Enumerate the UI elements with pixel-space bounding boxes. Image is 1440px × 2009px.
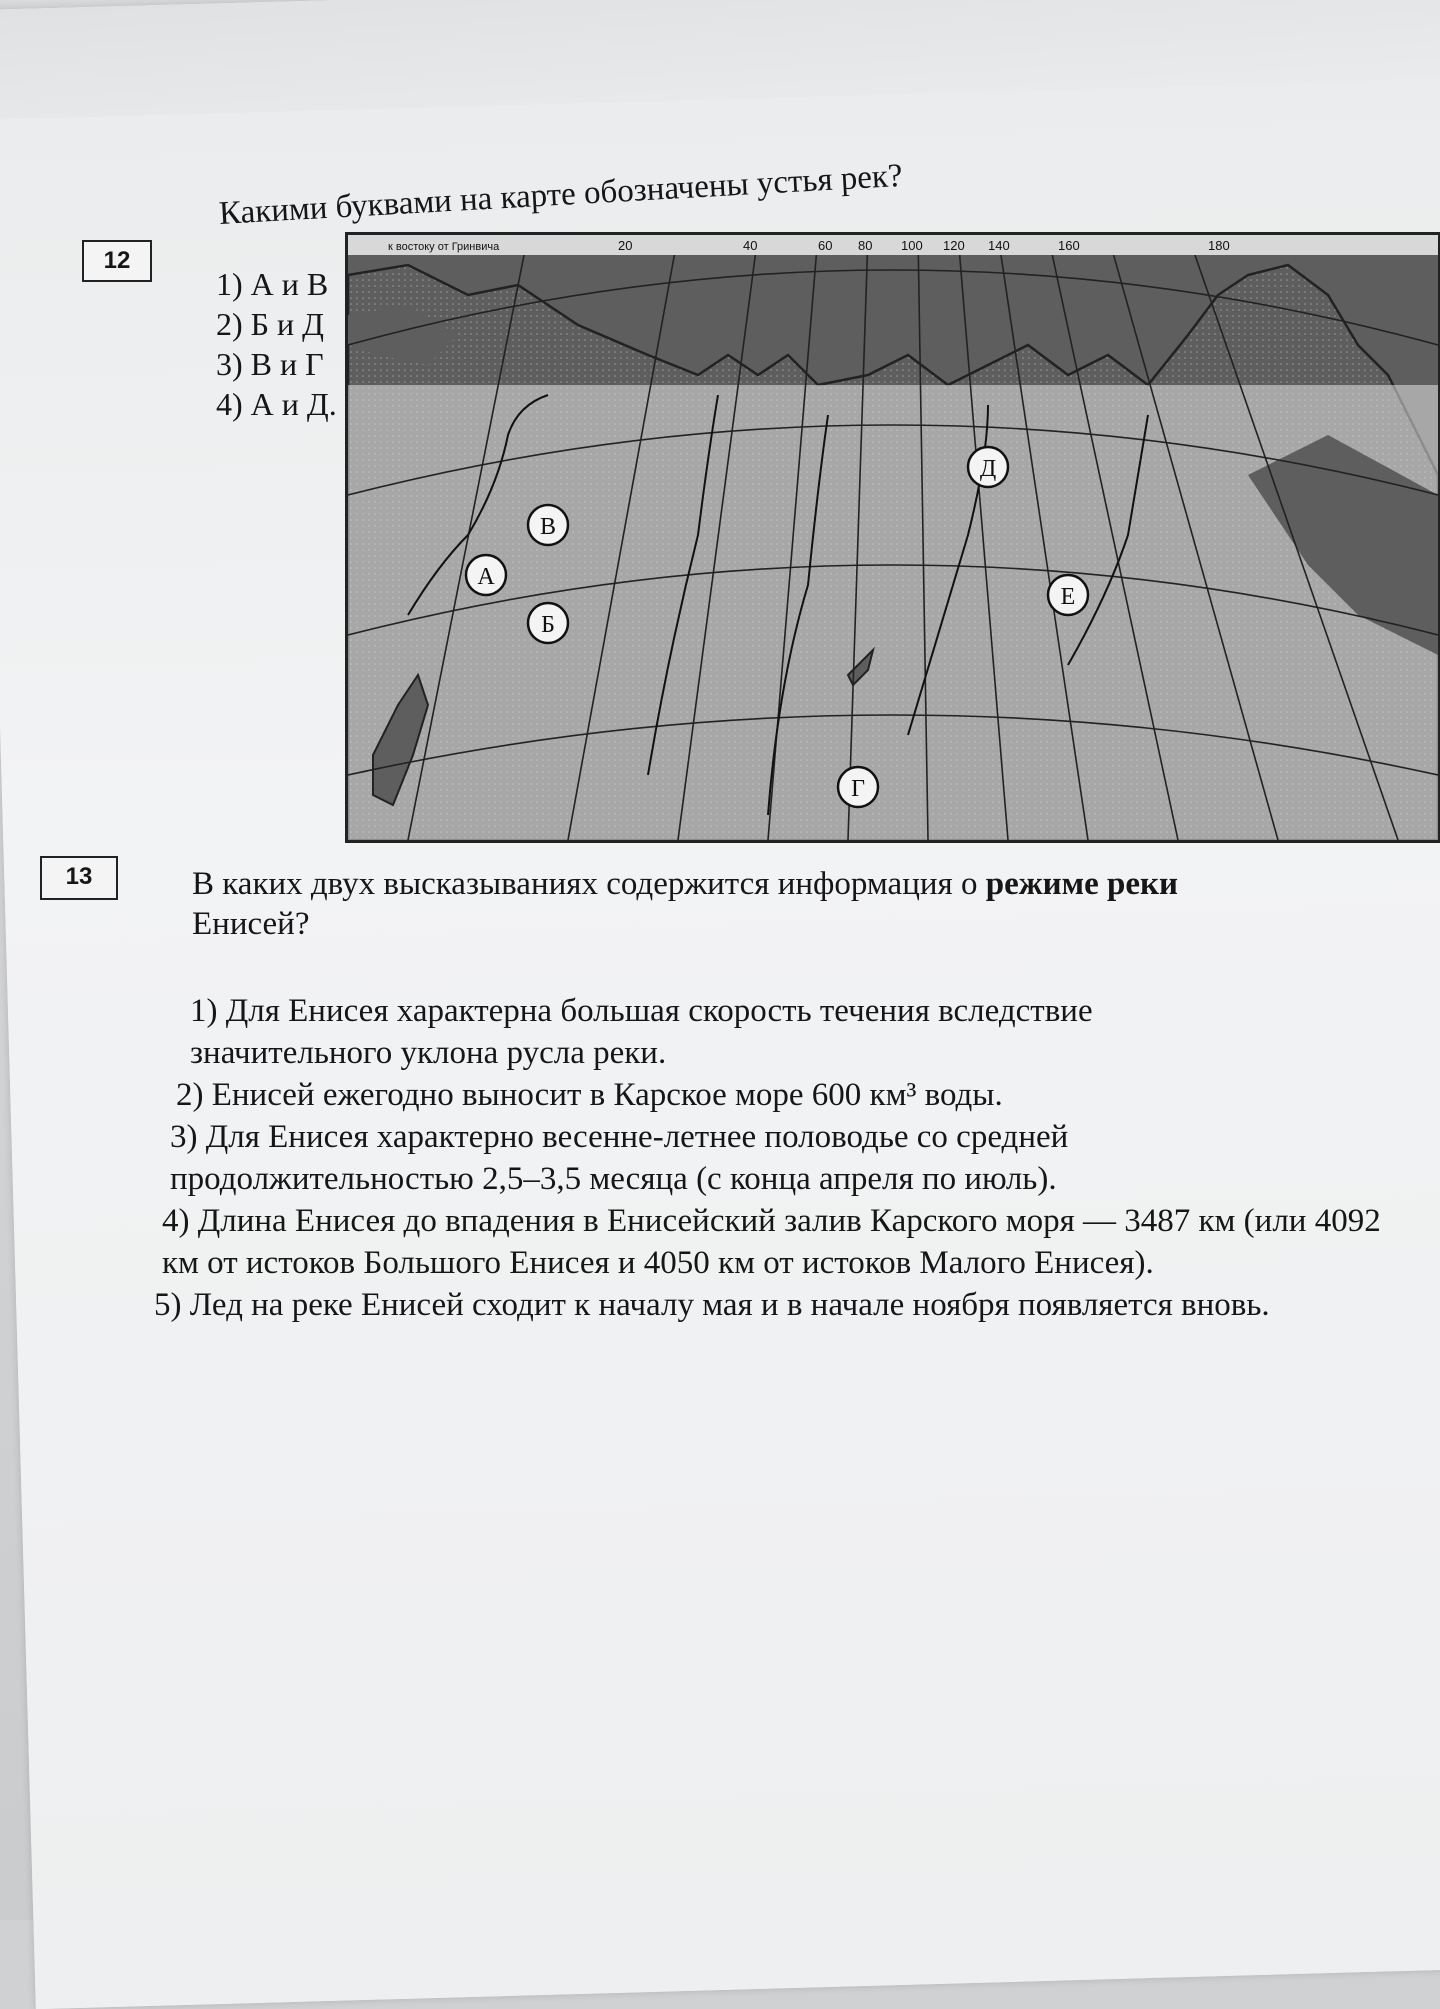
longitude-label: 140 [988,238,1010,253]
longitude-label: 160 [1058,238,1080,253]
marker-a [466,555,506,595]
marker-e-label: Е [1060,584,1076,610]
question-13-option: 2) Енисей ежегодно выносит в Карское море 600 км³ воды. [176,1077,1003,1113]
question-13-text [192,864,1342,944]
longitude-label: 80 [858,238,873,253]
marker-d [968,447,1008,487]
question-13-options [150,990,1440,1326]
russia-map-svg [348,235,1438,840]
question-12-number: 12 [82,240,152,282]
marker-b-label: Б [541,612,555,638]
marker-a-label: А [477,564,495,590]
longitude-label: 60 [818,238,833,253]
question-13-option: 3) Для Енисея характерно весенне-летнее половодье со средней продолжительностью 2,5–3,5 месяца (с конца апреля по июль). [170,1119,1069,1197]
marker-b [528,603,568,643]
marker-g-label: Г [851,776,865,802]
question-13-option: 5) Лед на реке Енисей сходит к началу мая и в начале ноября появляется вновь. [154,1287,1270,1323]
question-12-option: 3) В и Г [216,346,324,382]
question-13-option: 4) Длина Енисея до впадения в Енисейский залив Карского моря — 3487 км (или 4092 км от истоков Большого Енисея и 4050 км от истоков Малого Енисея). [162,1203,1381,1281]
question-12-text: Какими буквами на карте обозначены устья рек? [218,157,904,232]
question-13-number: 13 [40,856,118,900]
question-12-option: 4) А и Д. [216,386,337,422]
question-13-text-bold: режиме реки [985,866,1179,902]
land-shade [348,385,1438,840]
marker-g [838,767,878,807]
longitude-label: 180 [1208,238,1230,253]
longitude-label: 20 [618,238,633,253]
question-12-option: 1) А и В [216,266,329,302]
marker-v-label: В [539,514,557,540]
longitude-label: 100 [901,238,923,253]
longitude-label: 120 [943,238,965,253]
longitude-label: 40 [743,238,758,253]
marker-v [528,505,568,545]
russia-map [345,232,1440,843]
question-12-options [216,264,337,424]
question-13-text-end: Енисей? [192,906,310,942]
question-12-option: 2) Б и Д [216,306,324,342]
question-13-text-start: В каких двух высказываниях содержится информация о [192,866,978,902]
question-13-option: 1) Для Енисея характерна большая скорость течения вследствие значительного уклона русла реки. [190,993,1093,1071]
marker-e [1048,575,1088,615]
marker-d-label: Д [979,456,997,482]
map-legend-text: к востоку от Гринвича [388,241,500,253]
longitude-labels [348,235,1438,255]
